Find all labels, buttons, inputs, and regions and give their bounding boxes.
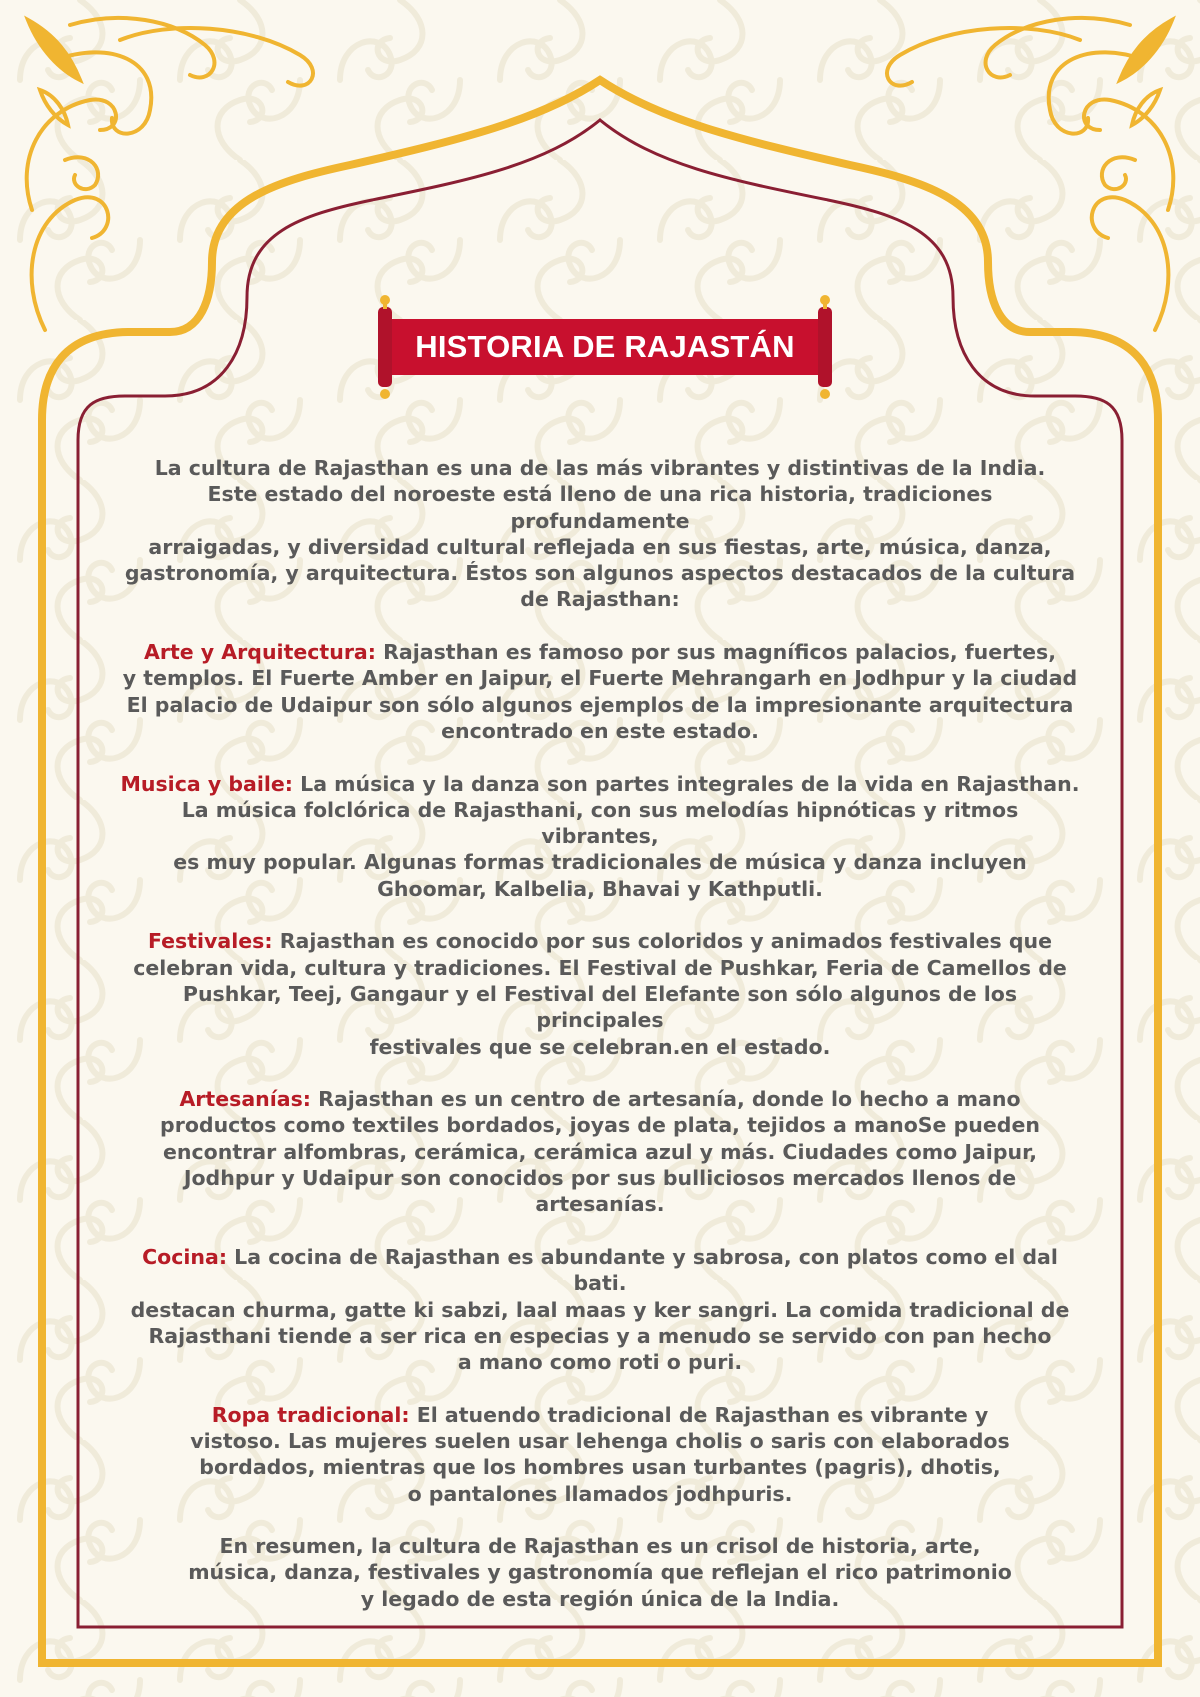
text-line: La cultura de Rajasthan es una de las más vibrantes y distintivas de la India. [154,456,1046,480]
text-line: La música y la danza son partes integrales de la vida en Rajasthan. [300,771,1080,796]
text-line: celebran vida, cultura y tradiciones. El Festival de Pushkar, Feria de Camellos de [133,955,1067,980]
text-line: Este estado del noroeste está lleno de una rica historia, tradiciones profundamente [207,482,993,533]
intro-paragraph [120,455,1080,613]
text-line: La cocina de Rajasthan es abundante y sabrosa, con platos como el dal bati. [234,1244,1058,1296]
text-line: Rajasthan es un centro de artesanía, donde lo hecho a mano [318,1087,1021,1112]
text-line: o pantalones llamados jodhpuris. [407,1481,793,1506]
section-heading: Musica y baile: [120,771,293,796]
text-line: El palacio de Udaipur son sólo algunos ejemplos de la impresionante arquitectura [126,692,1074,717]
text-line: El atuendo tradicional de Rajasthan es vibrante y [416,1402,989,1427]
text-line: Jodhpur y Udaipur son conocidos por sus bulliciosos mercados llenos de artesanías. [183,1166,1017,1217]
text-line: a mano como roti o puri. [457,1350,743,1375]
text-line: Ghoomar, Kalbelia, Bhavai y Kathputli. [377,876,823,901]
text-line: productos como textiles bordados, joyas de plata, tejidos a manoSe pueden [160,1113,1040,1138]
page-title: HISTORIA DE RAJASTÁN [415,329,795,364]
text-line: En resumen, la cultura de Rajasthan es un crisol de historia, arte, [219,1534,981,1559]
text-line: Rajasthan es famoso por sus magníficos palacios, fuertes, [383,640,1056,665]
text-line: gastronomía, y arquitectura. Éstos son algunos aspectos destacados de la cultura [124,561,1076,586]
text-line: Rajasthan es conocido por sus coloridos y animados festivales que [279,929,1053,954]
section-artesanias [120,1086,1080,1217]
section-cocina [120,1244,1080,1375]
conclusion-paragraph [120,1533,1080,1612]
text-line: Pushkar, Teej, Gangaur y el Festival del Elefante son sólo algunos de los principales [182,981,1018,1033]
section-musica-baile [120,771,1080,902]
text-line: y templos. El Fuerte Amber en Jaipur, el Fuerte Mehrangarh en Jodhpur y la ciudad [122,666,1078,691]
text-line: La música folclórica de Rajasthani, con sus melodías hipnóticas y ritmos vibrantes, [181,797,1019,849]
text-line: es muy popular. Algunas formas tradicionales de música y danza incluyen [173,850,1027,875]
document-body [120,455,1080,1638]
text-line: vistoso. Las mujeres suelen usar lehenga cholis o saris con elaborados [190,1428,1010,1453]
section-heading: Arte y Arquitectura: [143,640,376,665]
text-line: bordados, mientras que los hombres usan turbantes (pagris), dhotis, [199,1455,1001,1480]
text-line: festivales que se celebran.en el estado. [369,1034,831,1059]
text-line: Rajasthani tiende a ser rica en especias y a menudo se servido con pan hecho [148,1323,1052,1348]
text-line: arraigadas, y diversidad cultural reflejada en sus fiestas, arte, música, danza, [148,534,1052,559]
text-line: encontrado en este estado. [441,718,759,743]
text-line: encontrar alfombras, cerámica, cerámica azul y más. Ciudades como Jaipur, [163,1139,1037,1164]
text-line: y legado de esta región única de la India. [360,1586,840,1611]
text-line: música, danza, festivales y gastronomía que reflejan el rico patrimonio [188,1560,1012,1585]
section-heading: Cocina: [142,1244,228,1269]
section-heading: Festivales: [147,929,273,954]
section-heading: Artesanías: [179,1087,312,1112]
section-festivales [120,928,1080,1059]
section-ropa-tradicional [120,1402,1080,1507]
section-heading: Ropa tradicional: [211,1402,410,1427]
text-line: destacan churma, gatte ki sabzi, laal maas y ker sangri. La comida tradicional de [130,1297,1070,1322]
section-arte-arquitectura [120,639,1080,744]
text-line: de Rajasthan: [520,587,680,612]
